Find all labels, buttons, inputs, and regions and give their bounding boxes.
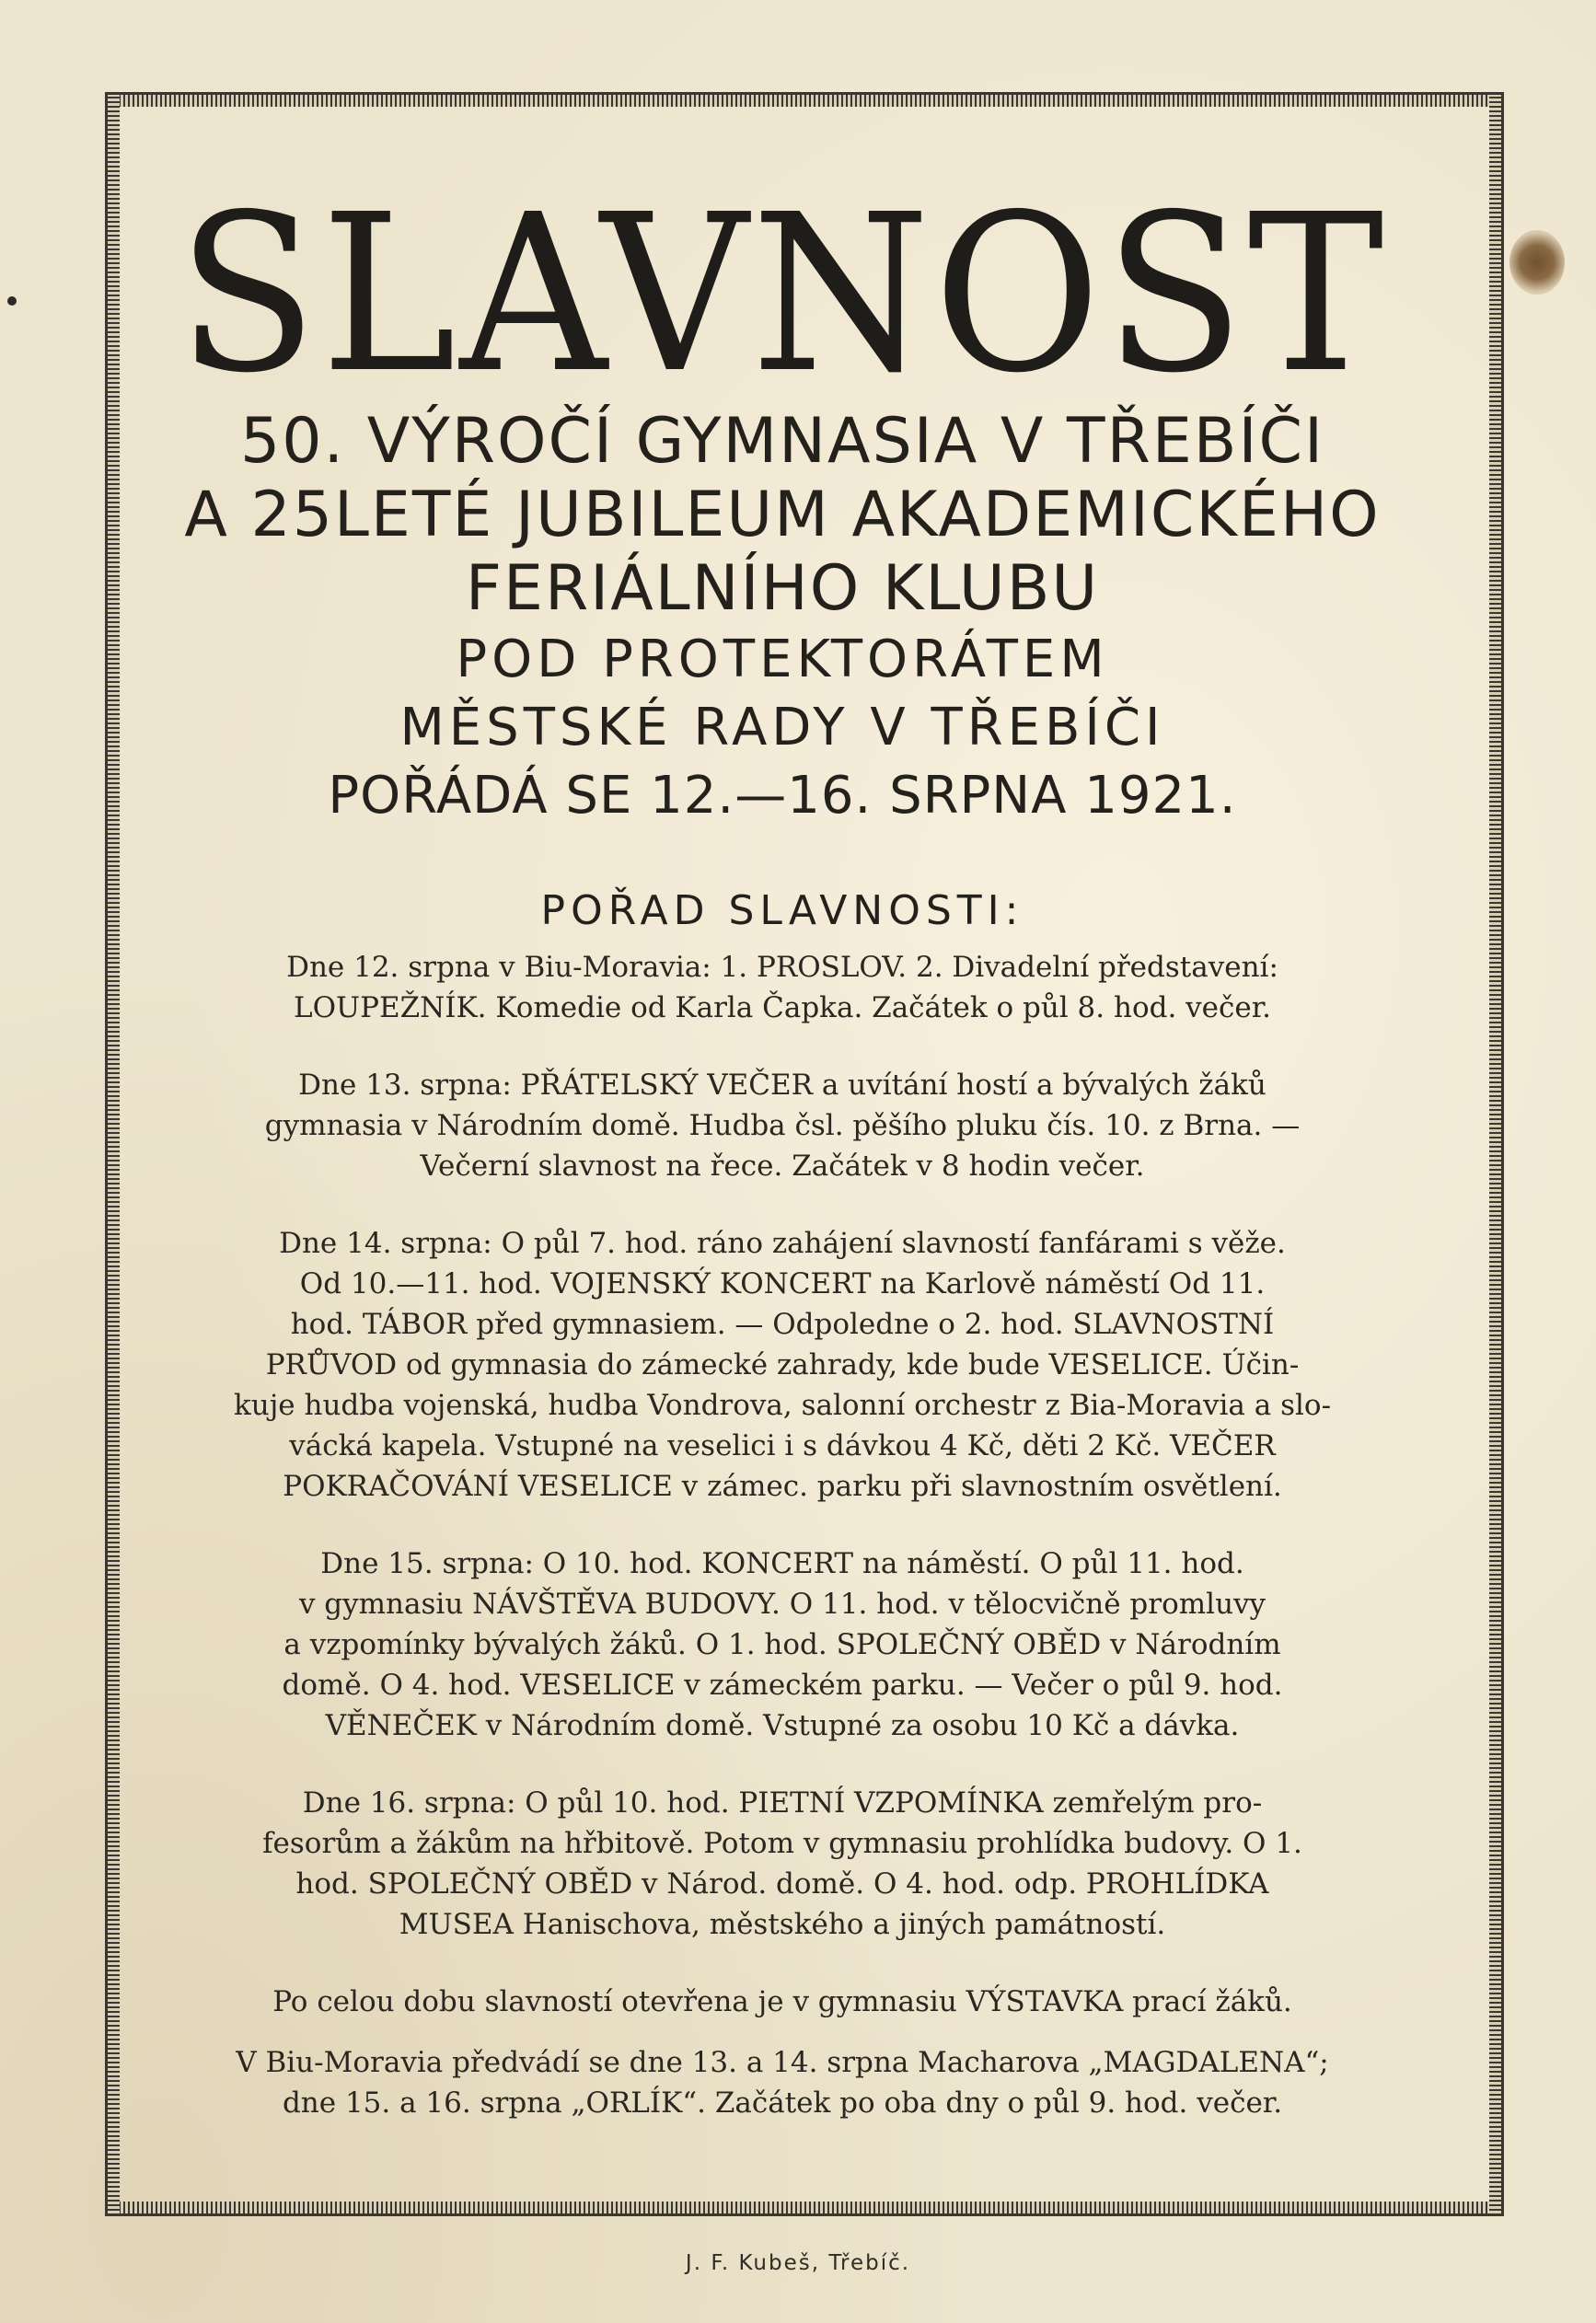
day-12-line: LOUPEŽNÍK. Komedie od Karla Čapka. Začátek o půl 8. hod. večer. <box>293 991 1272 1024</box>
frame-edge-left <box>105 92 108 2216</box>
day-13-line: Dne 13. srpna: PŘÁTELSKÝ VEČER a uvítání hostí a bývalých žáků <box>298 1069 1266 1102</box>
day-16-block <box>138 1783 1427 1945</box>
poster-title: SLAVNOST <box>177 168 1388 421</box>
protectorate-line-1: POD PROTEKTORÁTEM <box>456 630 1109 689</box>
day-13-line: gymnasia v Národním domě. Hudba čsl. pěšího pluku čís. 10. z Brna. — <box>264 1109 1301 1142</box>
day-15-block <box>138 1543 1427 1746</box>
subtitle-line-2: A 25LETÉ JUBILEUM AKADEMICKÉHO <box>184 479 1381 551</box>
day-15-line: domě. O 4. hod. VESELICE v zámeckém parku. — Večer o půl 9. hod. <box>282 1669 1283 1702</box>
day-14-line: PRŮVOD od gymnasia do zámecké zahrady, kde bude VESELICE. Účin- <box>265 1348 1300 1381</box>
day-14-block <box>138 1223 1427 1507</box>
day-12-line: Dne 12. srpna v Biu-Moravia: 1. PROSLOV. 2. Divadelní představení: <box>286 951 1278 984</box>
day-14-line: vácká kapela. Vstupné na veselici i s dávkou 4 Kč, děti 2 Kč. VEČER <box>289 1429 1276 1462</box>
day-15-line: VĚNEČEK v Národním domě. Vstupné za osobu 10 Kč a dávka. <box>325 1709 1240 1742</box>
day-14-line: hod. TÁBOR před gymnasiem. — Odpoledne o 2. hod. SLAVNOSTNÍ <box>290 1308 1275 1341</box>
day-14-line: Dne 14. srpna: O půl 7. hod. ráno zahájení slavností fanfárami s věže. <box>279 1227 1286 1260</box>
day-16-line: hod. SPOLEČNÝ OBĚD v Národ. domě. O 4. hod. odp. PROHLÍDKA <box>295 1867 1269 1901</box>
program-title: POŘAD SLAVNOSTI: <box>540 887 1024 934</box>
day-16-line: MUSEA Hanischova, městského a jiných památností. <box>399 1908 1166 1941</box>
paper-speck <box>7 296 17 306</box>
theatre-block <box>138 2042 1427 2123</box>
frame-edge-top <box>105 92 1504 95</box>
day-14-line: POKRAČOVÁNÍ VESELICE v zámec. parku při slavnostním osvětlení. <box>283 1470 1282 1503</box>
theatre-line: V Biu-Moravia předvádí se dne 13. a 14. srpna Macharova „MAGDALENA“; <box>236 2046 1329 2079</box>
day-14-line: kuje hudba vojenská, hudba Vondrova, salonní orchestr z Bia-Moravia a slo- <box>233 1389 1332 1422</box>
day-13-block <box>138 1065 1427 1186</box>
frame-edge-right <box>1501 92 1504 2216</box>
day-15-line: Dne 15. srpna: O 10. hod. KONCERT na náměstí. O půl 11. hod. <box>320 1547 1244 1580</box>
day-14-line: Od 10.—11. hod. VOJENSKÝ KONCERT na Karlově náměstí Od 11. <box>299 1267 1266 1300</box>
day-12-block <box>138 947 1427 1028</box>
day-16-line: fesorům a žákům na hřbitově. Potom v gymnasiu prohlídka budovy. O 1. <box>262 1827 1302 1860</box>
printer-imprint: J. F. Kubeš, Třebíč. <box>685 2251 911 2275</box>
poster-content <box>138 168 1427 2160</box>
paper-stain <box>1509 230 1565 295</box>
day-15-line: v gymnasiu NÁVŠTĚVA BUDOVY. O 11. hod. v tělocvičně promluvy <box>298 1588 1266 1621</box>
exhibit-line: Po celou dobu slavností otevřena je v gymnasiu VÝSTAVKA prací žáků. <box>272 1985 1292 2018</box>
subtitle-line-3: FERIÁLNÍHO KLUBU <box>465 552 1100 625</box>
subtitle-line-1: 50. VÝROČÍ GYMNASIA V TŘEBÍČI <box>239 405 1325 478</box>
date-line: POŘÁDÁ SE 12.—16. SRPNA 1921. <box>328 766 1237 826</box>
theatre-line: dne 15. a 16. srpna „ORLÍK“. Začátek po oba dny o půl 9. hod. večer. <box>282 2086 1283 2120</box>
protectorate-line-2: MĚSTSKÉ RADY V TŘEBÍČI <box>399 698 1165 757</box>
exhibit-block <box>138 1982 1427 2022</box>
day-16-line: Dne 16. srpna: O půl 10. hod. PIETNÍ VZPOMÍNKA zemřelým pro- <box>302 1786 1263 1820</box>
frame-edge-bottom <box>105 2213 1504 2216</box>
day-15-line: a vzpomínky bývalých žáků. O 1. hod. SPOLEČNÝ OBĚD v Národním <box>283 1628 1281 1661</box>
day-13-line: Večerní slavnost na řece. Začátek v 8 hodin večer. <box>420 1150 1145 1183</box>
